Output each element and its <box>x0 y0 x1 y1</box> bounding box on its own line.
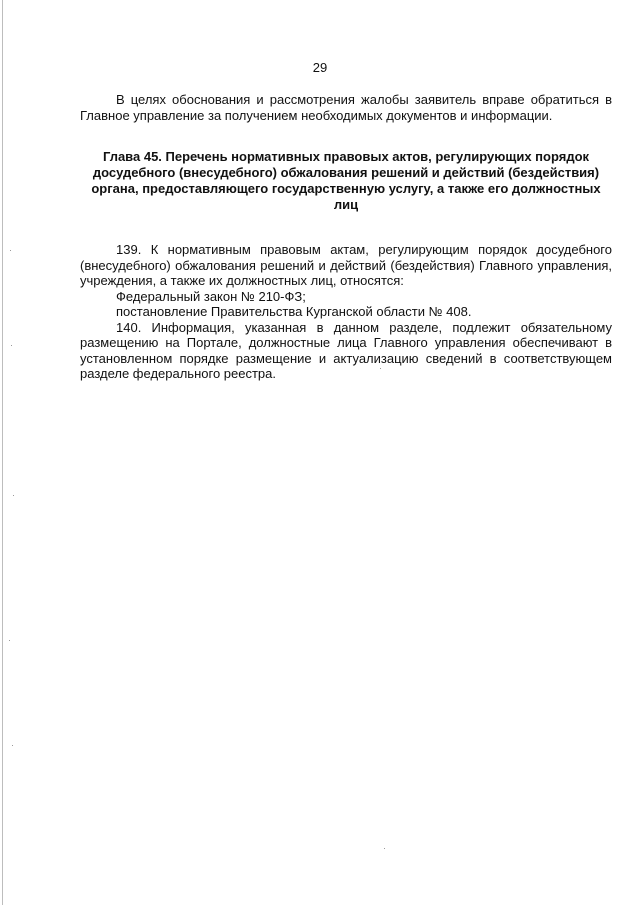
law-item-1: Федеральный закон № 210-ФЗ; <box>116 288 306 304</box>
chapter-heading-line-2: досудебного (внесудебного) обжалования решений и действий (бездействия) <box>92 165 600 180</box>
scan-speck <box>13 495 14 496</box>
scan-speck <box>380 368 381 369</box>
page-content <box>80 92 612 382</box>
scan-speck <box>384 848 385 849</box>
scan-speck <box>9 640 10 641</box>
chapter-heading <box>80 149 612 213</box>
intro-paragraph: В целях обоснования и рассмотрения жалобы заявитель вправе обратиться в Главное управление за получением необходимых документов и информации. <box>80 92 612 123</box>
page-number: 29 <box>312 60 328 75</box>
paragraph-140: 140. Информация, указанная в данном разделе, подлежит обязательному размещению на Портале, должностные лица Главного управления обеспечивают в установленном порядке размещение и актуализацию сведений в соответствующем разделе федерального реестра. <box>80 319 612 381</box>
law-item-2: постановление Правительства Курганской области № 408. <box>116 304 472 319</box>
chapter-heading-line-3: органа, предоставляющего государственную услугу, а также его должностных лиц <box>91 181 601 212</box>
paragraph-139: 139. К нормативным правовым актам, регулирующим порядок досудебного (внесудебного) обжалования решений и действий (бездействия) Главного управления, учреждения, а также их должностных лиц, относятся: <box>80 242 612 288</box>
scan-speck <box>11 345 12 346</box>
page-edge-line <box>2 0 3 905</box>
chapter-heading-line-1: Глава 45. Перечень нормативных правовых актов, регулирующих порядок <box>102 149 590 164</box>
scan-speck <box>12 745 13 746</box>
scan-speck <box>10 250 11 251</box>
